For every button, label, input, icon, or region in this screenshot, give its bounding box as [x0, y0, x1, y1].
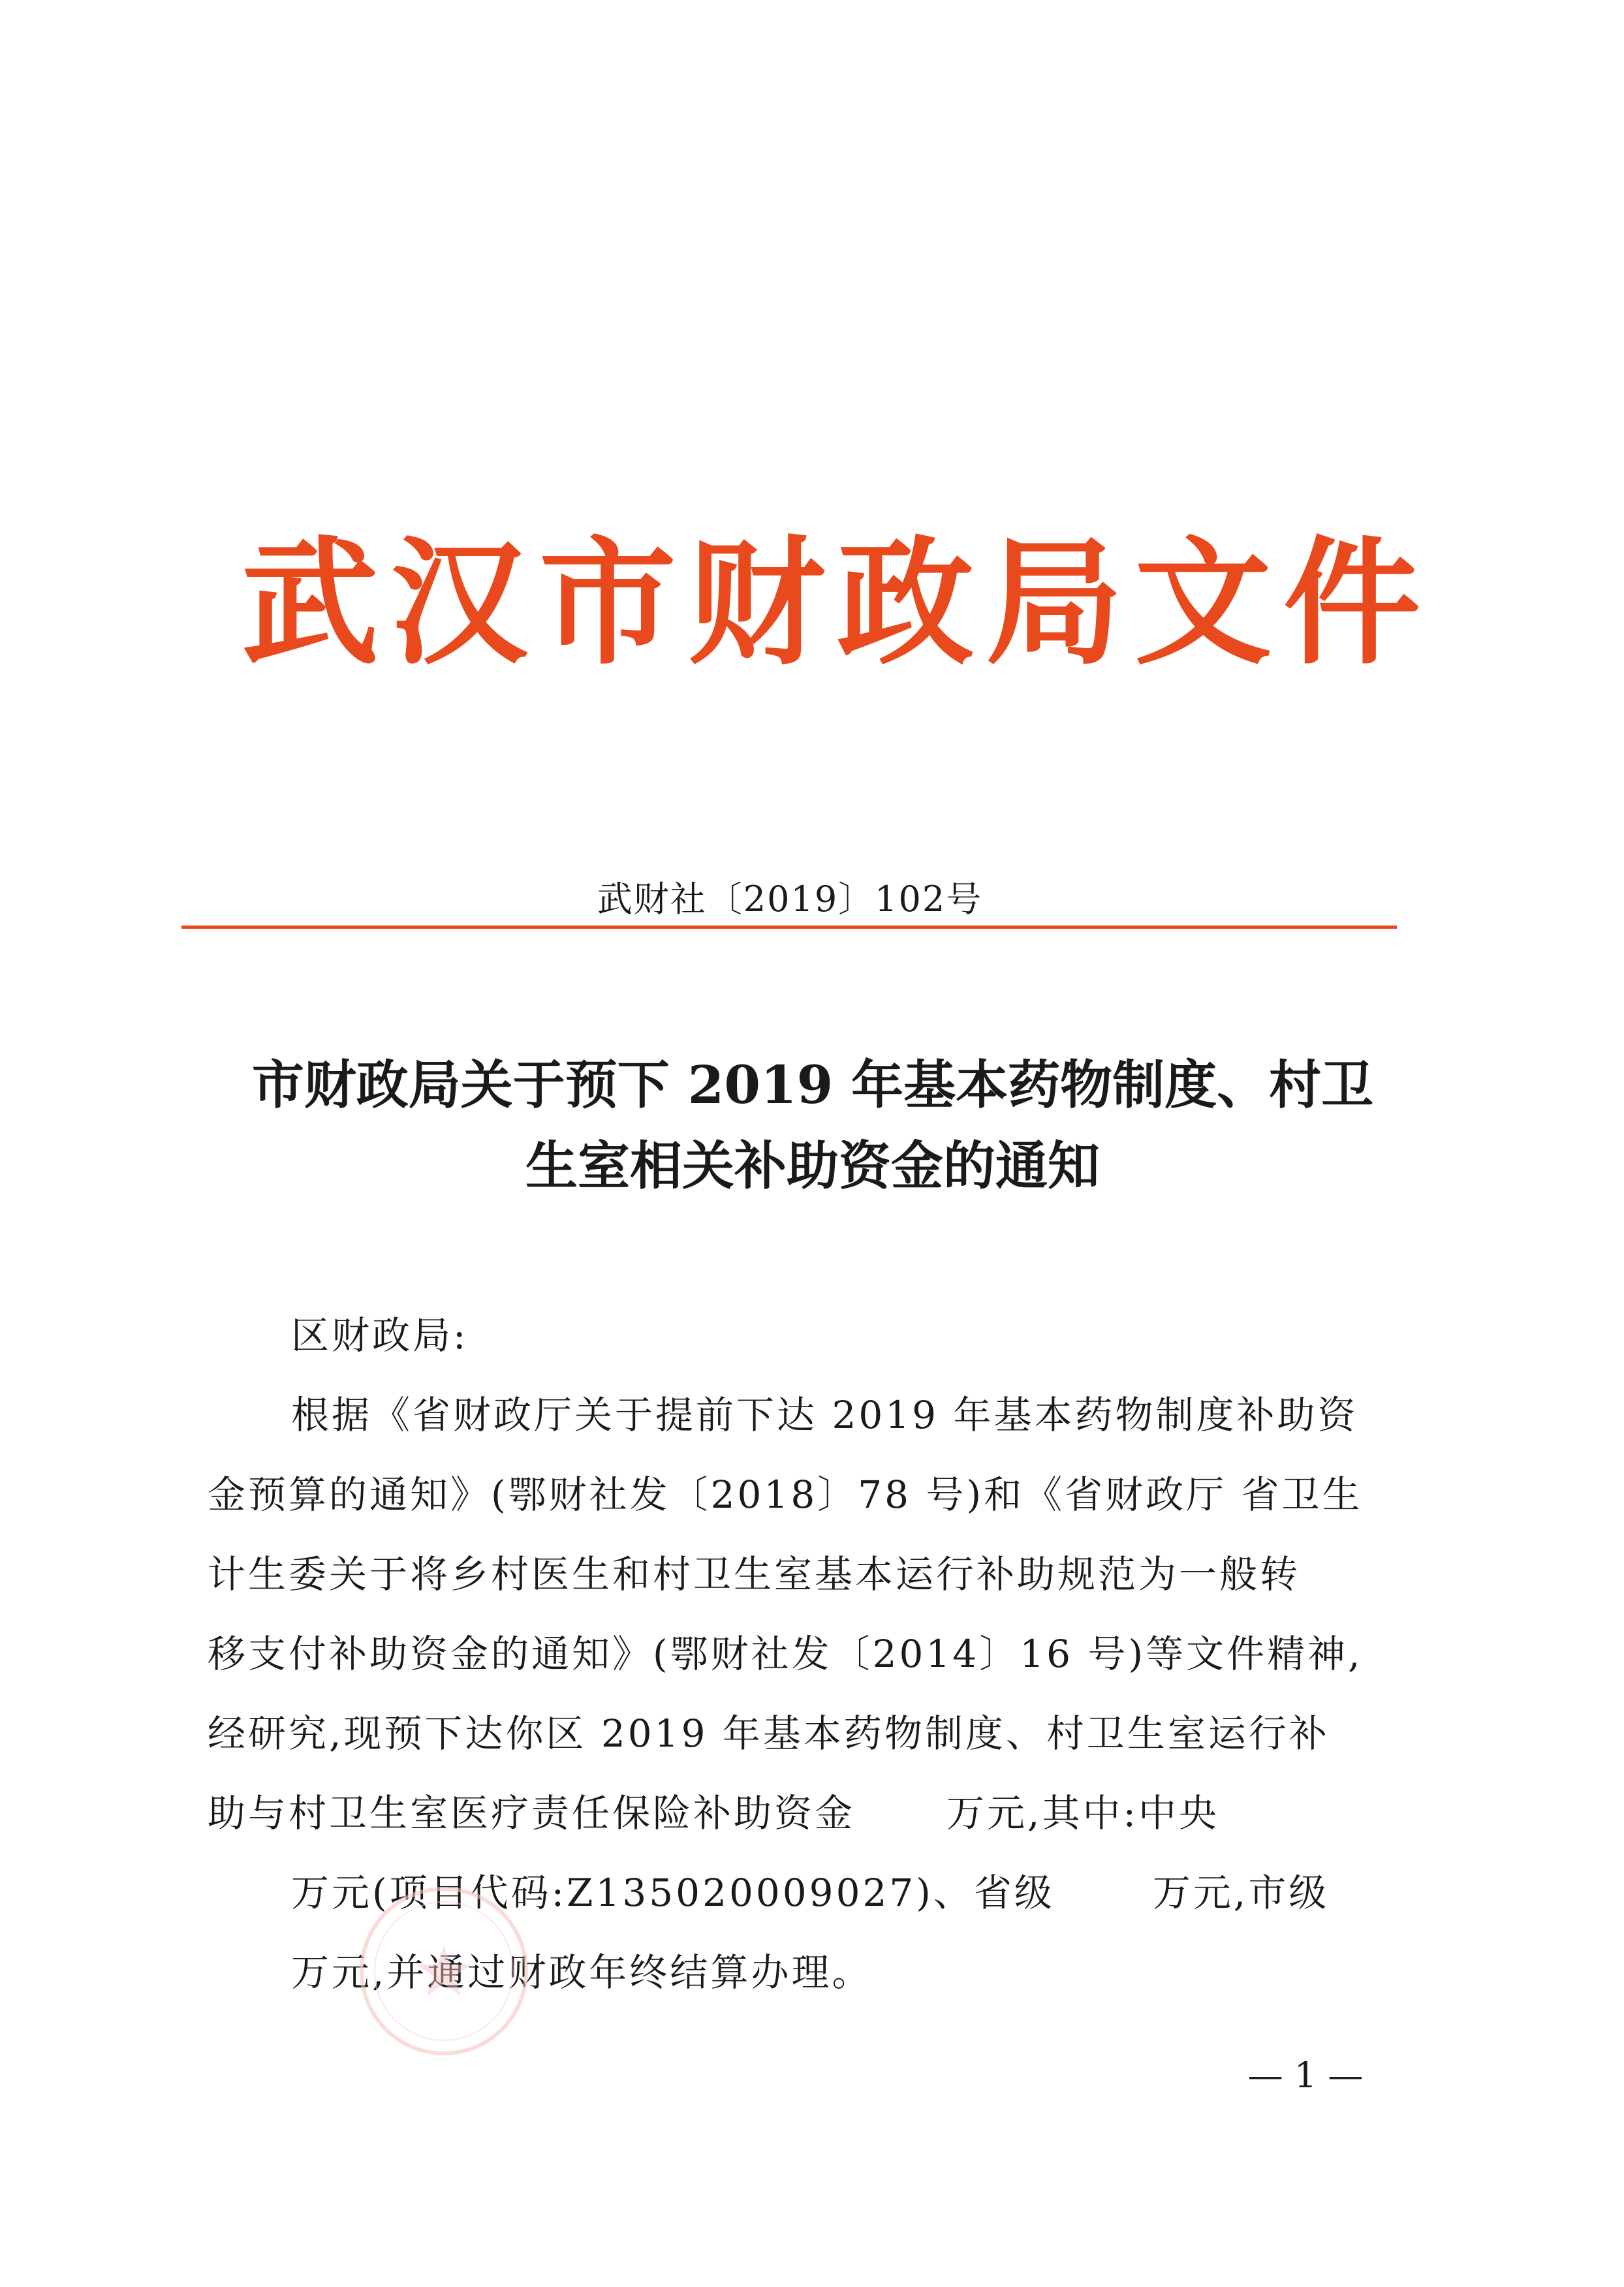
body-line-2: 金预算的通知》(鄂财社发〔2018〕78 号)和《省财政厅 省卫生: [208, 1472, 1363, 1517]
document-number: 武财社〔2019〕102号: [597, 879, 983, 920]
issuing-agency-heading: 武汉市财政局文件: [242, 523, 1433, 683]
page-number: — 1 —: [1247, 2055, 1364, 2096]
body-line-5: 经研究,现预下达你区 2019 年基本药物制度、村卫生室运行补: [208, 1711, 1330, 1756]
document-title: [163, 1044, 1462, 1206]
body-line-6-start: 助与村卫生室医疗责任保险补助资金: [208, 1791, 856, 1835]
body-line-6-end: 万元,其中:中央: [946, 1791, 1219, 1835]
body-line-8: 万元,并通过财政年终结算办理。: [291, 1950, 873, 1995]
red-divider-rule: [181, 926, 1397, 929]
salutation: 区财政局:: [291, 1313, 469, 1358]
body-line-1: 根据《省财政厅关于提前下达 2019 年基本药物制度补助资: [291, 1393, 1358, 1437]
body-line-6: [208, 1773, 1422, 1853]
title-line-1: 市财政局关于预下 2019 年基本药物制度、村卫: [251, 1054, 1374, 1115]
body-line-3: 计生委关于将乡村医生和村卫生室基本运行补助规范为一般转: [208, 1552, 1301, 1596]
body-line-4: 移支付补助资金的通知》(鄂财社发〔2014〕16 号)等文件精神,: [208, 1632, 1363, 1676]
official-seal-icon: [352, 1880, 535, 2062]
title-line-2: 生室相关补助资金的通知: [525, 1135, 1100, 1196]
body-line-7-start: 万元(项目代码:Z135020009027)、省级: [291, 1871, 1055, 1915]
body-line-7-end: 万元,市级: [1152, 1871, 1330, 1915]
